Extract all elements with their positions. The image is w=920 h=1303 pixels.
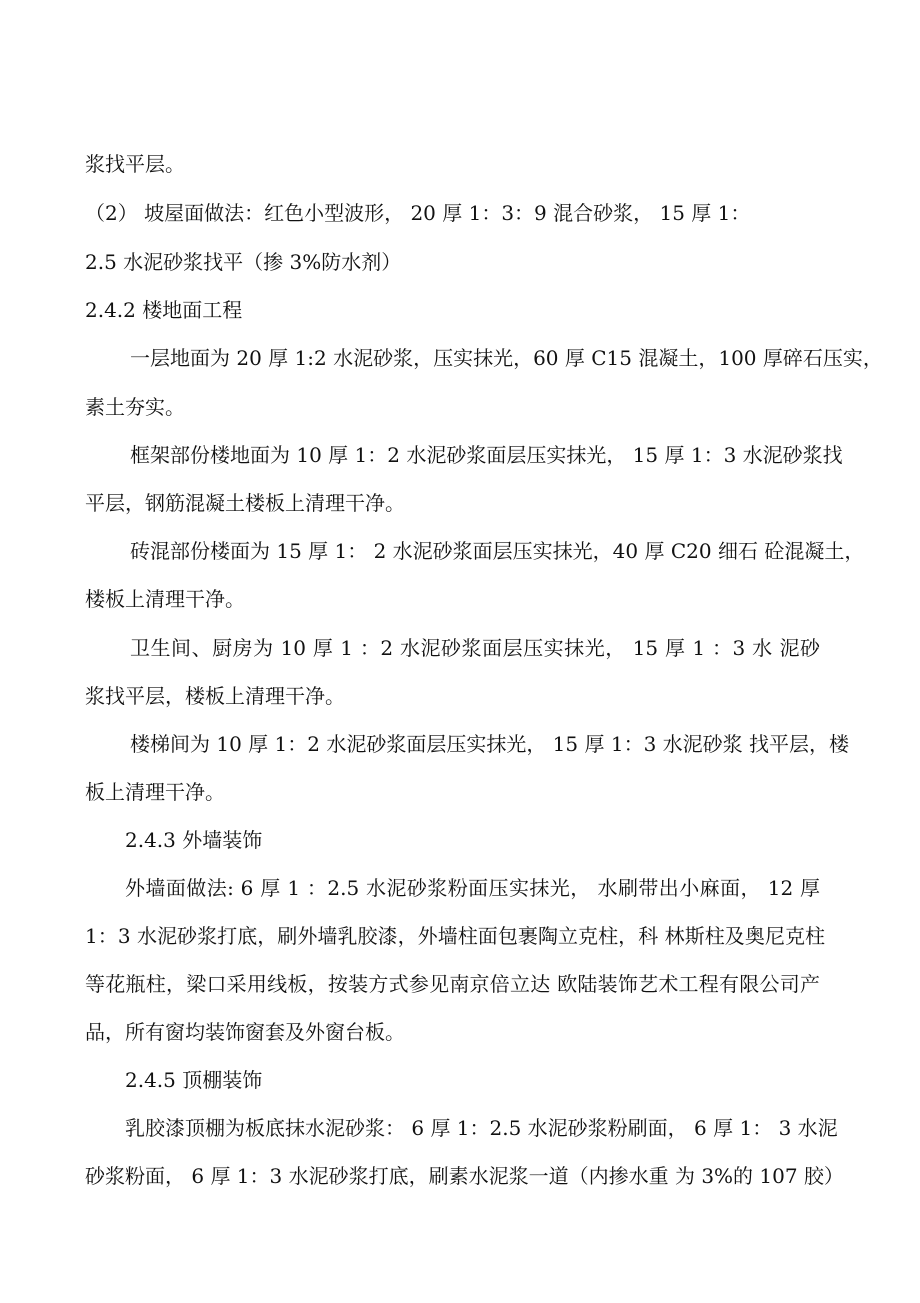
section-heading: 2.4.5 顶棚装饰 — [125, 1068, 263, 1092]
paragraph-line: 卫生间、厨房为 10 厚 1 ：2 水泥砂浆面层压实抹光， 15 厚 1 ：3 水 泥砂 — [130, 636, 820, 660]
paragraph-line: 一层地面为 20 厚 1:2 水泥砂浆，压实抹光，60 厚 C15 混凝土，100 厚碎石压实， — [130, 346, 883, 370]
paragraph-line: （2） 坡屋面做法：红色小型波形， 20 厚 1：3：9 混合砂浆， 15 厚 1： — [85, 201, 751, 225]
paragraph-line: 平层，钢筋混凝土楼板上清理干净。 — [85, 491, 405, 515]
paragraph-line: 楼板上清理干净。 — [85, 587, 245, 611]
paragraph-line: 品，所有窗均装饰窗套及外窗台板。 — [85, 1020, 405, 1044]
paragraph-line: 1：3 水泥砂浆打底，刷外墙乳胶漆，外墙柱面包裹陶立克柱，科 林斯柱及奥尼克柱 — [85, 924, 825, 948]
paragraph-line: 乳胶漆顶棚为板底抹水泥砂浆： 6 厚 1：2.5 水泥砂浆粉刷面， 6 厚 1： 3 水泥 — [125, 1116, 838, 1140]
paragraph-line: 框架部份楼地面为 10 厚 1：2 水泥砂浆面层压实抹光， 15 厚 1：3 水泥砂浆找 — [130, 443, 843, 467]
paragraph-line: 板上清理干净。 — [85, 780, 225, 804]
section-heading: 2.4.3 外墙装饰 — [125, 828, 263, 852]
paragraph-line: 砖混部份楼面为 15 厚 1： 2 水泥砂浆面层压实抹光，40 厚 C20 细石 砼混凝土， — [130, 539, 865, 563]
paragraph-line: 浆找平层。 — [85, 152, 185, 176]
paragraph-line: 素土夯实。 — [85, 395, 185, 419]
section-heading: 2.4.2 楼地面工程 — [85, 298, 243, 322]
paragraph-line: 2.5 水泥砂浆找平（掺 3%防水剂） — [85, 250, 402, 274]
paragraph-line: 浆找平层，楼板上清理干净。 — [85, 684, 345, 708]
paragraph-line: 外墙面做法: 6 厚 1 ：2.5 水泥砂浆粉面压实抹光， 水刷带出小麻面， 12 厚 — [125, 876, 820, 900]
paragraph-line: 楼梯间为 10 厚 1：2 水泥砂浆面层压实抹光， 15 厚 1：3 水泥砂浆 找平层，楼 — [130, 732, 850, 756]
paragraph-line: 砂浆粉面， 6 厚 1：3 水泥砂浆打底，刷素水泥浆一道（内掺水重 为 3%的 107 胶） — [85, 1164, 844, 1188]
paragraph-line: 等花瓶柱，梁口采用线板，按装方式参见南京倍立达 欧陆装饰艺术工程有限公司产 — [85, 972, 820, 996]
